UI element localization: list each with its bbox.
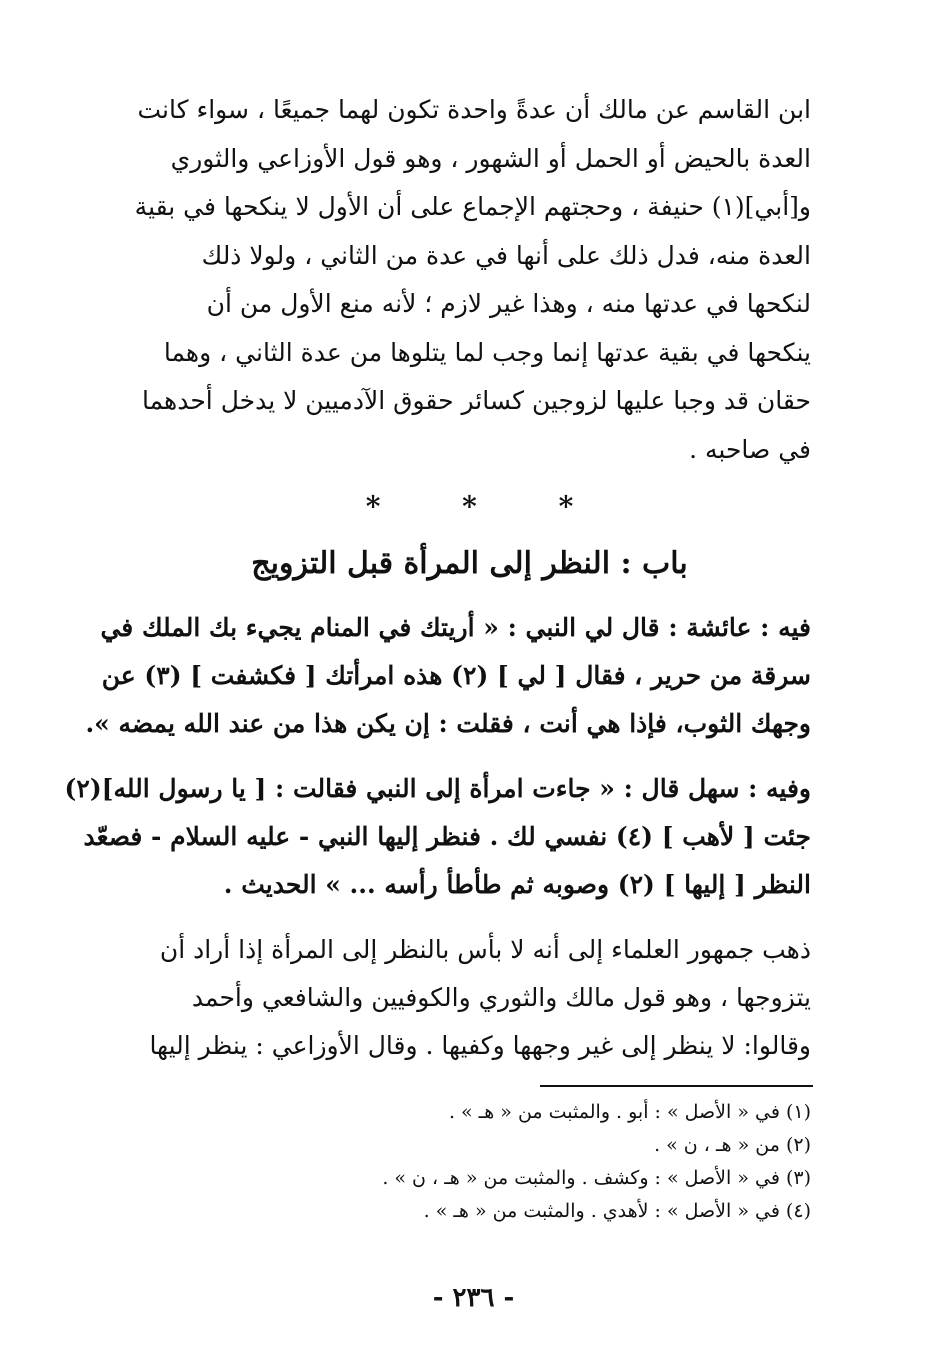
text-line: وقالوا: لا ينظر إلى غير وجهها وكفيها . وقال الأوزاعي : ينظر إليها (149, 1031, 811, 1060)
text-line: و[أبي](١) حنيفة ، وحجتهم الإجماع على أن الأول لا ينكحها في بقية (134, 192, 811, 221)
footnote: (٤) في « الأصل » : لأهدي . والمثبت من « هـ » . (423, 1200, 811, 1222)
text-line: فيه : عائشة : قال لي النبي : « أريتك في المنام يجيء بك الملك في (100, 613, 811, 642)
footnotes (251, 1096, 811, 1228)
text-line: حقان قد وجبا عليها لزوجين كسائر حقوق الآدميين لا يدخل أحدهما (141, 386, 811, 415)
footnote: (٣) في « الأصل » : وكشف . والمثبت من « هـ ، ن » . (382, 1167, 811, 1189)
text-line: سرقة من حرير ، فقال [ لي ] (٢) هذه امرأتك [ فكشفت ] (٣) عن (101, 661, 811, 690)
footnote: (٢) من « هـ ، ن » . (654, 1134, 811, 1156)
section-separator (128, 490, 811, 523)
text-line: ذهب جمهور العلماء إلى أنه لا بأس بالنظر إلى المرأة إذا أراد أن (159, 935, 811, 964)
text-line: يتزوجها ، وهو قول مالك والثوري والكوفيين والشافعي وأحمد (191, 983, 811, 1012)
page-number: - ٢٣٦ - (432, 1283, 515, 1313)
footnote: (١) في « الأصل » : أبو . والمثبت من « هـ » . (448, 1101, 811, 1123)
text-line: جئت [ لأهب ] (٤) نفسي لك . فنظر إليها النبي - عليه السلام - فصعّد (83, 822, 811, 851)
text-line: لنكحها في عدتها منه ، وهذا غير لازم ؛ لأنه منع الأول من أن (206, 289, 811, 318)
footnote-divider (540, 1085, 813, 1087)
text-line: وجهك الثوب، فإذا هي أنت ، فقلت : إن يكن هذا من عند الله يمضه ». (85, 709, 811, 738)
separator-star: * (558, 490, 574, 523)
hadith-text (64, 765, 811, 909)
text-line: العدة بالحيض أو الحمل أو الشهور ، وهو قول الأوزاعي والثوري (170, 143, 811, 173)
hadith-text (85, 604, 811, 748)
text-line: في صاحبه . (689, 434, 811, 464)
separator-star: * (462, 490, 477, 523)
text-line: وفيه : سهل قال : « جاءت امرأة إلى النبي فقالت : [ يا رسول الله](٢) (64, 774, 811, 803)
text-line: النظر [ إليها ] (٢) وصوبه ثم طأطأ رأسه ... » الحديث . (223, 870, 811, 899)
text-line: العدة منه، فدل ذلك على أنها في عدة من الثاني ، ولولا ذلك (201, 240, 811, 270)
chapter-heading: باب : النظر إلى المرأة قبل التزويج (251, 546, 688, 581)
body-paragraph (128, 926, 811, 1070)
separator-star: * (365, 490, 381, 523)
text-line: ابن القاسم عن مالك أن عدةً واحدة تكون لهما جميعًا ، سواء كانت (137, 95, 811, 124)
text-line: ينكحها في بقية عدتها إنما وجب لما يتلوها من عدة الثاني ، وهما (163, 337, 811, 367)
body-paragraph (128, 86, 811, 474)
